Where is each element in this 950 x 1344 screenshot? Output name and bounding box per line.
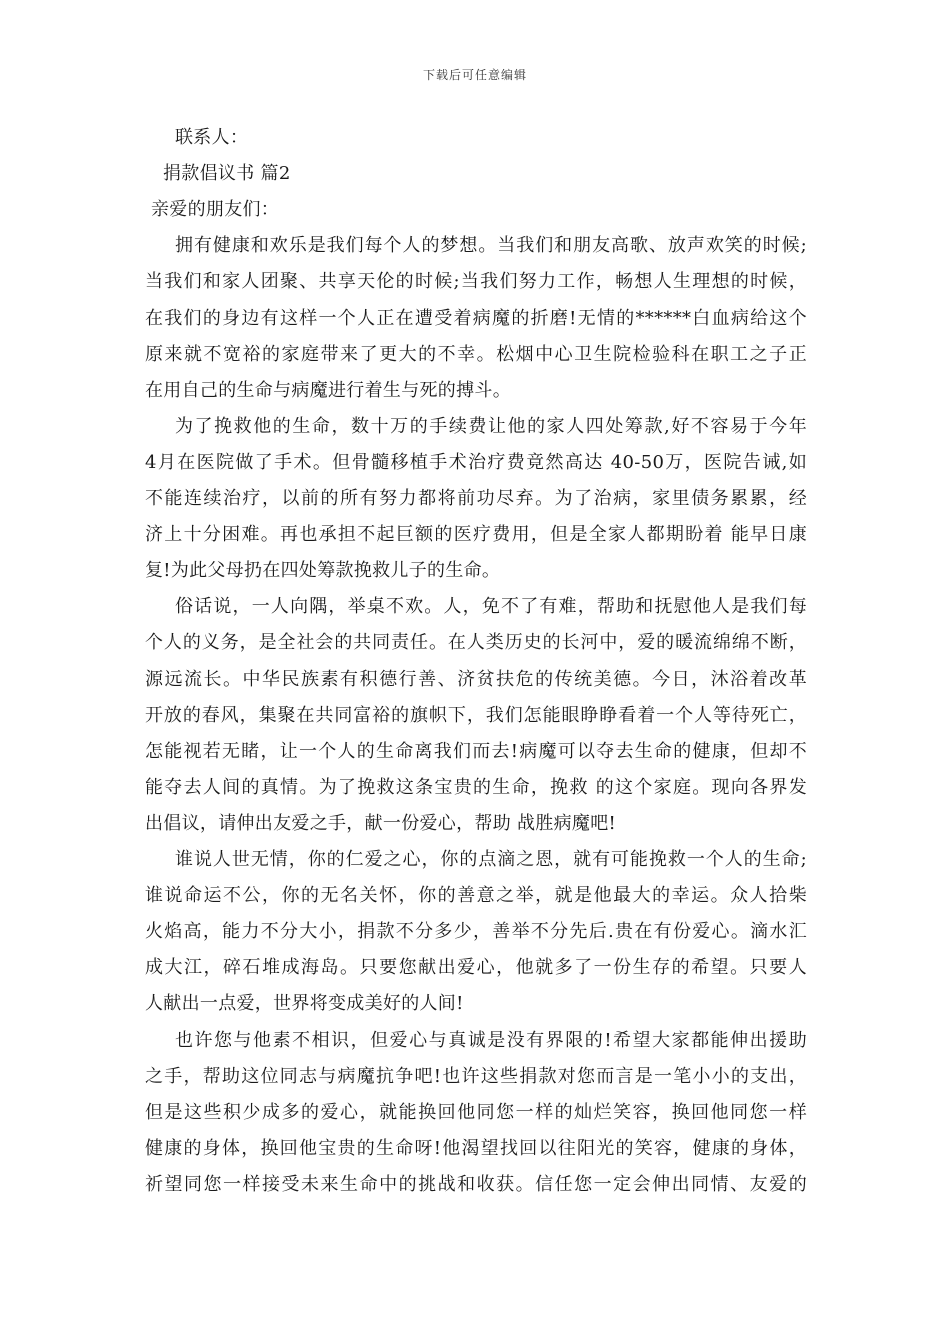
text-line: 为了挽救他的生命，数十万的手续费让他的家人四处筹款,好不容易于今年	[175, 416, 807, 437]
text-line: 捐款倡议书 篇2	[163, 163, 291, 184]
text-line: 开放的春风，集聚在共同富裕的旗帜下，我们怎能眼睁睁看着一个人等待死亡，	[145, 705, 807, 726]
text-line: 联系人：	[175, 127, 249, 148]
text-line: 在用自己的生命与病魔进行着生与死的搏斗。	[145, 380, 511, 401]
text-line: 济上十分困难。再也承担不起巨额的医疗费用，但是全家人都期盼着 能早日康	[145, 524, 807, 545]
text-line: 谁说人世无情，你的仁爱之心，你的点滴之恩，就有可能挽救一个人的生命;	[175, 849, 807, 870]
text-line: 不能连续治疗，以前的所有努力都将前功尽弃。为了治病，家里债务累累，经	[145, 488, 807, 509]
text-line: 谁说命运不公，你的无名关怀，你的善意之举，就是他最大的幸运。众人拾柴	[145, 885, 807, 906]
text-line: 健康的身体，换回他宝贵的生命呀!他渴望找回以往阳光的笑容，健康的身体，	[145, 1138, 807, 1159]
text-line: 原来就不宽裕的家庭带来了更大的不幸。松烟中心卫生院检验科在职工之子正	[145, 344, 807, 365]
text-line: 复!为此父母扔在四处筹款挽救儿子的生命。	[145, 560, 501, 581]
text-line: 人献出一点爱，世界将变成美好的人间!	[145, 993, 464, 1014]
text-line: 能夺去人间的真情。为了挽救这条宝贵的生命，挽救 的这个家庭。现向各界发	[145, 777, 807, 798]
page-header: 下载后可任意编辑	[422, 68, 527, 82]
text-line: 俗话说，一人向隅，举桌不欢。人，免不了有难，帮助和抚慰他人是我们每	[175, 596, 807, 617]
text-line: 怎能视若无睹，让一个人的生命离我们而去!病魔可以夺去生命的健康，但却不	[145, 741, 807, 762]
text-line: 4月在医院做了手术。但骨髓移植手术治疗费竟然高达 40-50万，医院告诫,如	[145, 452, 807, 473]
text-line: 在我们的身边有这样一个人正在遭受着病魔的折磨!无情的******白血病给这个	[145, 308, 807, 329]
text-line: 也许您与他素不相识，但爱心与真诚是没有界限的!希望大家都能伸出援助	[175, 1030, 807, 1051]
text-line: 之手，帮助这位同志与病魔抗争吧!也许这些捐款对您而言是一笔小小的支出，	[145, 1066, 807, 1087]
text-line: 当我们和家人团聚、共享天伦的时候;当我们努力工作，畅想人生理想的时候，	[145, 271, 807, 292]
text-line: 拥有健康和欢乐是我们每个人的梦想。当我们和朋友高歌、放声欢笑的时候;	[175, 235, 807, 256]
text-line: 祈望同您一样接受未来生命中的挑战和收获。信任您一定会伸出同情、友爱的	[145, 1174, 807, 1195]
text-line: 个人的义务，是全社会的共同责任。在人类历史的长河中，爱的暖流绵绵不断，	[145, 632, 807, 653]
text-line: 出倡议，请伸出友爱之手，献一份爱心，帮助 战胜病魔吧!	[145, 813, 617, 834]
text-line: 亲爱的朋友们：	[151, 199, 280, 220]
text-line: 源远流长。中华民族素有积德行善、济贫扶危的传统美德。今日，沐浴着改革	[145, 669, 807, 690]
text-line: 但是这些积少成多的爱心，就能换回他同您一样的灿烂笑容，换回他同您一样	[145, 1102, 807, 1123]
text-line: 火焰高，能力不分大小，捐款不分多少，善举不分先后.贵在有份爱心。滴水汇	[145, 921, 807, 942]
text-line: 成大江，碎石堆成海岛。只要您献出爱心，他就多了一份生存的希望。只要人	[145, 957, 807, 978]
